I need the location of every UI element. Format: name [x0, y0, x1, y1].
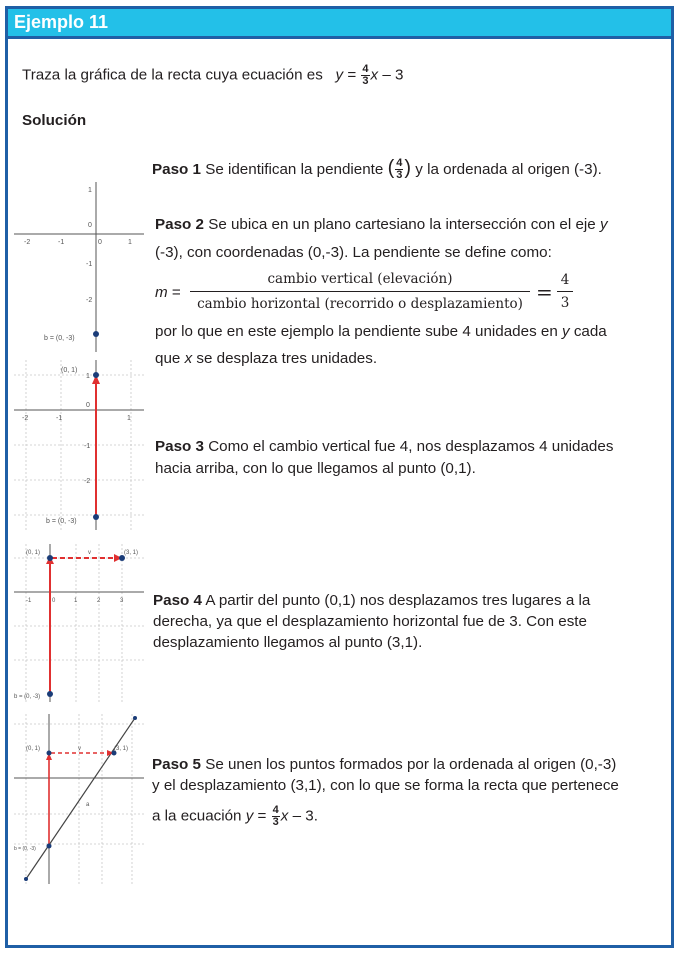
- grid: [14, 544, 144, 702]
- slope-numerator: cambio vertical (elevación): [190, 270, 530, 292]
- tick-x: 0: [98, 239, 102, 246]
- tick-x: -1: [26, 598, 32, 604]
- point-b: [47, 844, 52, 849]
- tick-x: -1: [58, 239, 65, 246]
- tick-y: -1: [84, 443, 91, 450]
- paso5-line2: y el desplazamiento (3,1), con lo que se forma la recta que pertenece: [152, 777, 619, 794]
- label-p: (0, 1): [26, 746, 41, 752]
- tick-y: 0: [88, 222, 92, 229]
- tick-x: 0: [52, 598, 56, 604]
- tick-y: -2: [86, 297, 93, 304]
- grid: [14, 360, 144, 530]
- graph-step2: [14, 182, 144, 352]
- point-b: [47, 691, 53, 697]
- graph-step4: [14, 544, 144, 702]
- paso4-line3: desplazamiento llegamos al punto (3,1).: [153, 634, 423, 651]
- label-a: a: [86, 802, 90, 808]
- solution-line: [26, 718, 135, 879]
- tick-x: -2: [22, 415, 29, 422]
- label-v: v: [88, 550, 91, 556]
- line-end-point: [24, 877, 28, 881]
- slope-definition: m =: [155, 284, 181, 301]
- slope-denominator: cambio horizontal (recorrido o desplazamiento): [197, 296, 523, 312]
- label-q: (3, 1): [114, 746, 129, 752]
- tick-x: 2: [97, 598, 101, 604]
- paso4-line1: Paso 4 A partir del punto (0,1) nos desplazamos tres lugares a la: [153, 592, 591, 609]
- point-b: [93, 331, 99, 337]
- paso2-line3: por lo que en este ejemplo la pendiente sube 4 unidades en y cada: [155, 323, 607, 340]
- example-title: Ejemplo 11: [14, 12, 109, 32]
- point-p: [93, 372, 99, 378]
- intro-eq-y: y: [335, 66, 344, 84]
- tick-x: 1: [74, 598, 78, 604]
- paso3-label: Paso 3: [155, 438, 204, 455]
- label-p: (0, 1): [61, 367, 78, 374]
- line-end-point: [133, 716, 137, 720]
- intro-fraction: $\frac{4}{3}$: [362, 63, 369, 87]
- example-header: [8, 9, 671, 39]
- label-p: (0, 1): [26, 550, 41, 556]
- tick-y: -1: [86, 261, 93, 268]
- intro-eq-sign: =: [343, 66, 357, 84]
- slope-fraction: [190, 270, 530, 313]
- graph-step5: [14, 714, 144, 884]
- point-p: [47, 751, 52, 756]
- paso2-line1: Paso 2 Se ubica en un plano cartesiano la intersección con el eje y: [155, 216, 608, 233]
- tick-x: 1: [128, 239, 132, 246]
- tick-x: -1: [56, 415, 63, 422]
- grid: [14, 714, 144, 884]
- tick-y: 1: [86, 373, 90, 380]
- paso5-fraction: $\frac{4}{3}$: [272, 804, 279, 828]
- label-q: (3, 1): [124, 550, 139, 556]
- tick-x: 1: [127, 415, 131, 422]
- paso5-label: Paso 5: [152, 756, 201, 773]
- graph-step3: [14, 360, 144, 530]
- intro-eq-x: x: [370, 66, 379, 84]
- paso1-fraction: $\frac{4}{3}$: [396, 157, 403, 182]
- paso1-label: Paso 1: [152, 161, 201, 178]
- solution-heading: Solución: [22, 112, 87, 129]
- paso5-line1: Paso 5 Se unen los puntos formados por la ordenada al origen (0,-3): [152, 756, 617, 773]
- label-b: b = (0, -3): [46, 518, 77, 525]
- paso3-line1: Paso 3 Como el cambio vertical fue 4, nos desplazamos 4 unidades: [155, 438, 614, 455]
- tick-x: 0: [86, 402, 90, 409]
- paso1-text: Paso 1 Se identifican la pendiente ( $\frac{4}{3}$ ) y la ordenada al origen (-3).: [152, 157, 602, 182]
- paso2-line4: que x se desplaza tres unidades.: [155, 350, 378, 367]
- tick-y: 1: [88, 187, 92, 194]
- point-p: [47, 555, 53, 561]
- tick-x: -2: [24, 239, 31, 246]
- label-b: b = (0, -3): [14, 846, 36, 852]
- tick-x: 3: [120, 598, 124, 604]
- label-v: v: [78, 746, 81, 752]
- point-b: [93, 514, 99, 520]
- paso5-line3: a la ecuación y = $\frac{4}{3}$ x – 3.: [152, 804, 318, 828]
- slope-equals: =: [536, 280, 553, 304]
- paso4-label: Paso 4: [153, 592, 202, 609]
- label-b: b = (0, -3): [14, 694, 41, 700]
- slope-result: 4 3: [557, 271, 573, 312]
- intro-eq-rest: – 3: [378, 66, 404, 84]
- paso4-line2: derecha, ya que el desplazamiento horizontal fue de 3. Con este: [153, 613, 587, 630]
- paso2-line2: (-3), con coordenadas (0,-3). La pendiente se define como:: [155, 244, 552, 261]
- intro-statement: [22, 64, 403, 87]
- intro-text: Traza la gráfica de la recta cuya ecuación es: [22, 66, 323, 84]
- tick-y: -2: [84, 478, 91, 485]
- paso3-line2: hacia arriba, con lo que llegamos al punto (0,1).: [155, 460, 476, 477]
- label-b: b = (0, -3): [44, 335, 75, 342]
- paso2-label: Paso 2: [155, 216, 204, 233]
